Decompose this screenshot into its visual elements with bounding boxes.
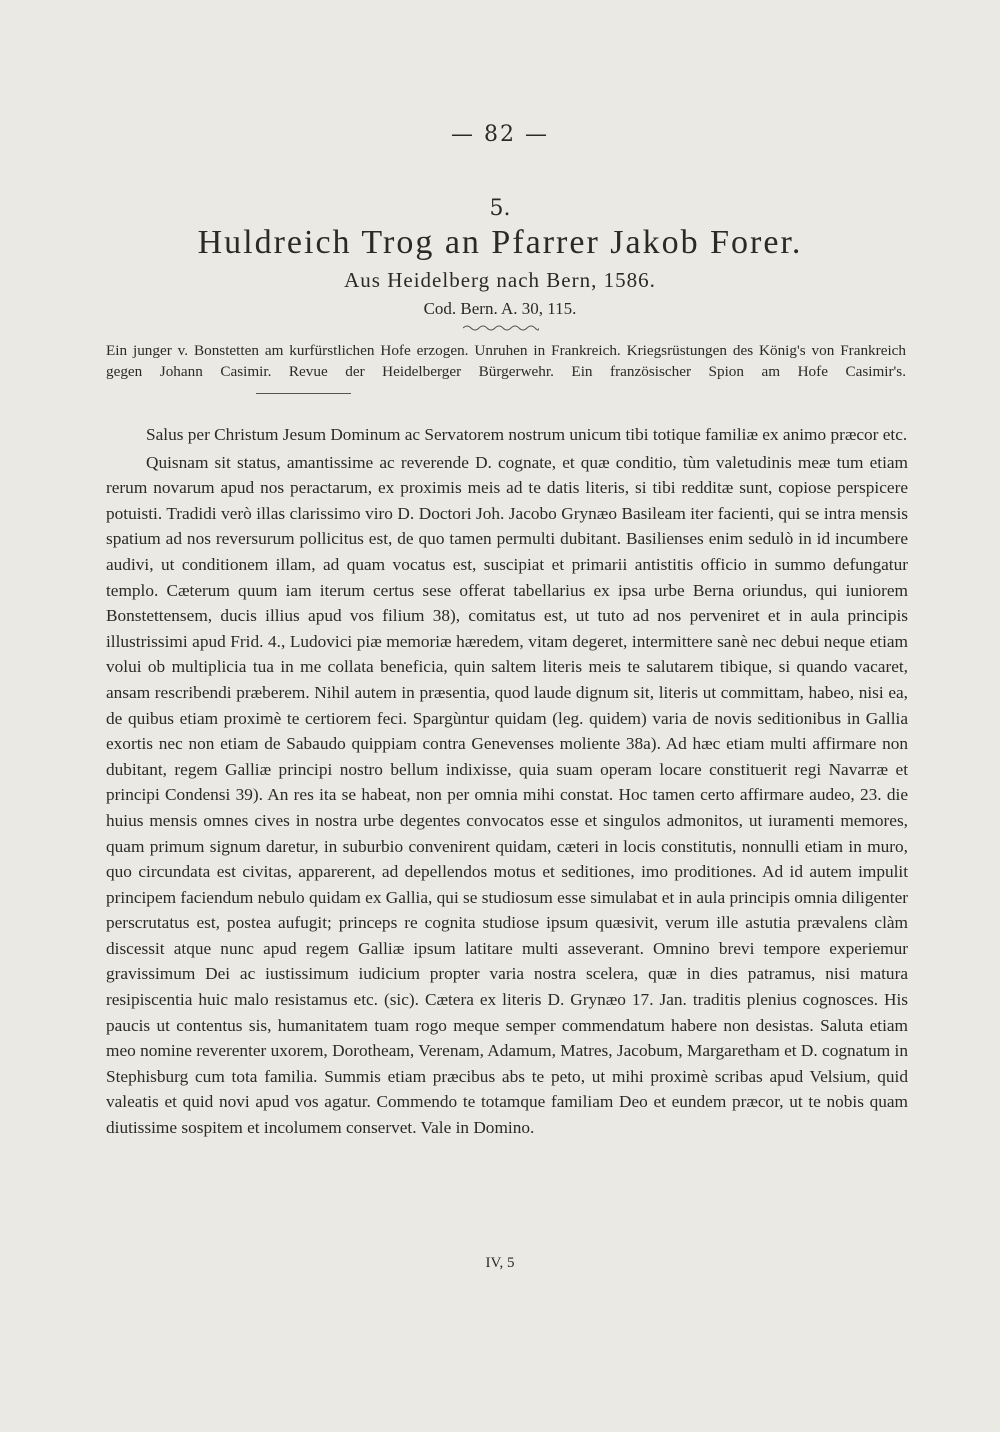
main-paragraph: Quisnam sit status, amantissime ac reverende D. cognate, et quæ conditio, tùm valetudinis meæ tum etiam rerum novarum apud nos peractarum, ex proximis meis ad te datis literis, si tibi redditæ sunt, copiose perspicere potuisti. Tradidi verò illas clarissimo viro D. Doctori Joh. Jacobo Grynæo Basileam iter facienti, qui se intra mensis spatium ad nos reversurum pollicitus est, de quo tamen permulti dubitant. Basilienses enim sedulò in id incumbere audivi, ut conditionem illam, ad quam vocatus est, suscipiat et primarii antistitis officio in summo defungatur templo. Cæterum quum iam iterum certus sese offerat tabellarius ex ipsa urbe Berna oriundus, qui iuniorem Bonstettensem, ducis illius apud vos filium 38), comitatus est, ut tuto ad nos perveniret et in aula principis illustrissimi apud Frid. 4., Ludovici piæ memoriæ hæredem, vitam degeret, intermittere sanè nec debui neque etiam volui ob multiplicia tua in me collata beneficia, quin saltem literis meis te salutarem tibique, si quando vacaret, ansam rescribendi præberem. Nihil autem in præsentia, quod laude dignum sit, literis ut committam, habeo, nisi ea, de quibus etiam proximè te certiorem feci. Spargùntur quidam (leg. quidem) varia de novis seditionibus in Gallia exortis nec non etiam de Sabaudo quippiam contra Genevenses moliente 38a). Ad hæc etiam multi affirmare non dubitant, regem Galliæ principi nostro bellum indixisse, quia suam operam locare constituerit regi Navarræ et principi Condensi 39). An res ita se habeat, non per omnia mihi constat. Hoc tamen certo affirmare audeo, 23. die huius mensis omnes cives in nostra urbe degentes convocatos esse et singulos admonitos, ut iuramenti memores, quam primum signum daretur, in suburbio convenirent quidam, cæteri in locis constitutis, nonnulli etiam in muro, quo circundata est civitas, apparerent, ad depellendos motus et seditiones, imo proditiones. Ad id autem impulit principem faciendum nebulo quidam ex Gallia, qui se studiosum esse simulabat et in aula principis omnia diligenter perscrutatus est, postea aufugit; princeps re cognita studiose ipsum quæsivit, verum ille astutia prævalens clàm discessit atque nunc apud regem Galliæ ipsum latitare multi asseverant. Omnino brevi tempore experiemur gravissimum Dei ac iustissimum iudicium propter varia nostra scelera, quæ in dies patramus, nisi matura resipiscentia huic malo resistamus etc. (sic). Cætera ex literis D. Grynæo 17. Jan. traditis plenius cognosces. His paucis ut contentus sis, humanitatem tuam rogo meque semper commendatum habere non desistas. Saluta etiam meo nomine reverenter uxorem, Dorotheam, Verenam, Adamum, Matres, Jacobum, Margaretham et D. cognatum in Stephisburg cum tota familia. Summis etiam præcibus abs te peto, ut mihi proximè scribas apud Velsium, quid valeatis et quid novi apud vos agatur. Commendo te totamque familiam Deo et eundem præcor, ut te nobis quam diutissime sospitem et incolumem conservet. Vale in Domino. (106, 452, 908, 1138)
document-title: Huldreich Trog an Pfarrer Jakob Forer. (197, 224, 803, 261)
summary-text: Ein junger v. Bonstetten am kurfürstlichen Hofe erzogen. Unruhen in Frankreich. Kriegsrüstungen des König's von Frankreich gegen Johann Casimir. Revue der Heidelberger Bürgerwehr. Ein französischer Spion am Hofe Casimir's. (106, 342, 906, 380)
page-number: — 82 — (451, 122, 549, 147)
summary-divider (256, 393, 351, 394)
document-subtitle: Aus Heidelberg nach Bern, 1586. (344, 268, 656, 292)
wavy-divider (463, 323, 539, 333)
letter-body (106, 422, 908, 1141)
source-reference: Cod. Bern. A. 30, 115. (423, 299, 577, 318)
summary-block (106, 340, 906, 403)
salutation-paragraph: Salus per Christum Jesum Dominum ac Servatorem nostrum unicum tibi totique familiæ ex animo præcor etc. (146, 425, 908, 444)
document-number: 5. (489, 196, 511, 221)
signature-mark: IV, 5 (485, 1255, 515, 1271)
